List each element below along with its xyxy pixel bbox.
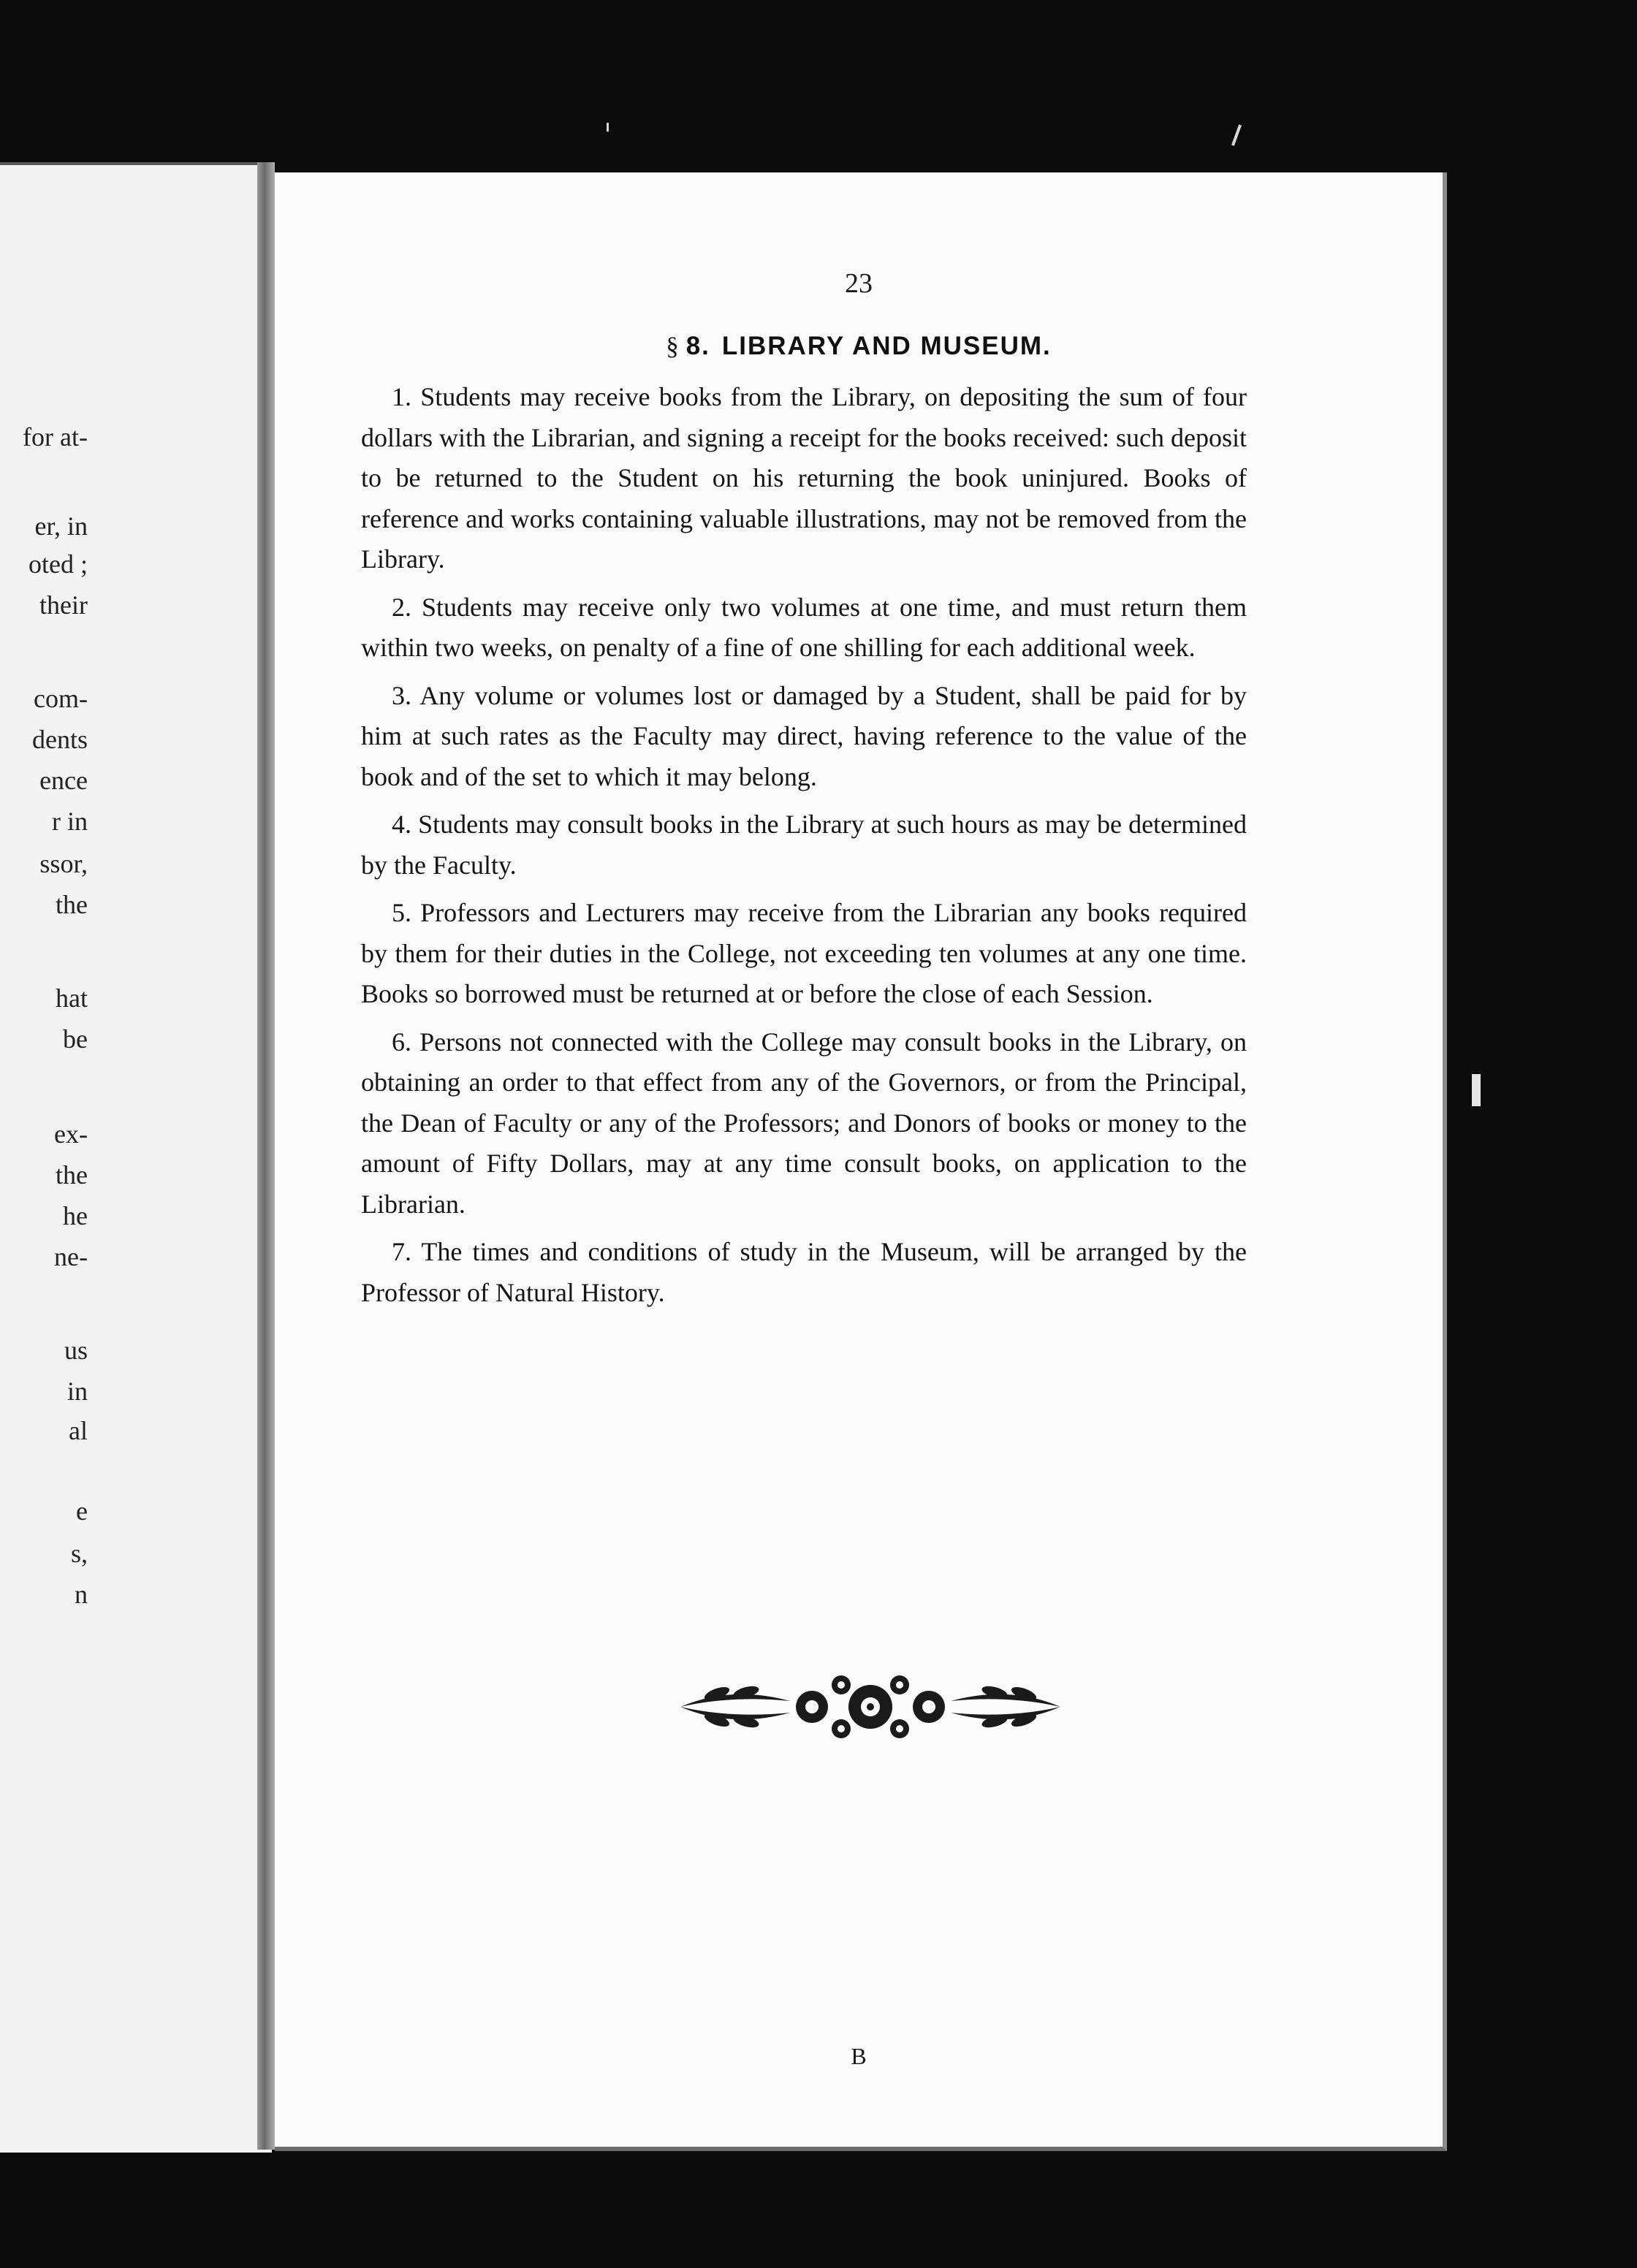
left-page-fragment: hat — [56, 983, 88, 1013]
rule-number: 7. — [392, 1237, 411, 1266]
rule-text: Persons not connected with the College may consult books in the Library, on obtaining an order to that effect from any of the Governors, or from the Principal, the Dean of Faculty or any of the Professors; and Donors of books or money to the amount of Fifty Dollars, may at any time consult books, on application to the Librarian. — [361, 1027, 1247, 1219]
rule-number: 5. — [392, 898, 411, 927]
rule-paragraph — [361, 587, 1247, 669]
rule-text: Students may consult books in the Library at such hours as may be determined by the Faculty. — [361, 810, 1247, 880]
rule-paragraph — [361, 804, 1247, 886]
rule-number: 1. — [392, 382, 411, 411]
rule-number: 3. — [392, 680, 411, 710]
left-page-fragment: the — [56, 890, 88, 919]
left-page-fragment: be — [63, 1024, 88, 1054]
left-page-fragment: er, in — [34, 511, 88, 541]
left-page-fragment: e — [76, 1496, 88, 1526]
rule-text: The times and conditions of study in the Museum, will be arranged by the Professor of Natural History. — [361, 1237, 1247, 1307]
rule-text: Any volume or volumes lost or damaged by a Student, shall be paid for by him at such rates as the Faculty may direct, having reference to the value of the book and of the set to which it may belong. — [361, 680, 1247, 791]
decorative-ornament — [666, 1663, 1075, 1751]
book-gutter — [257, 162, 275, 2150]
rules-list — [361, 377, 1247, 1320]
left-page-fragment: oted ; — [29, 549, 88, 579]
rule-number: 2. — [392, 592, 411, 622]
page-number: 23 — [845, 268, 873, 299]
left-page — [0, 162, 272, 2153]
left-page-fragment: com- — [34, 684, 88, 713]
left-page-fragment: n — [75, 1580, 88, 1609]
page-tear-mark — [1472, 1074, 1481, 1106]
left-page-fragment: us — [64, 1336, 88, 1365]
left-page-fragment: in — [67, 1377, 88, 1406]
rule-paragraph — [361, 377, 1247, 580]
left-page-fragment: al — [69, 1416, 88, 1445]
section-title: LIBRARY AND MUSEUM. — [721, 332, 1052, 360]
rule-paragraph — [361, 1022, 1247, 1225]
rule-paragraph — [361, 1232, 1247, 1313]
left-page-fragment: dents — [32, 725, 88, 754]
left-page-fragment: ne- — [54, 1242, 88, 1271]
left-page-fragment: ssor, — [39, 849, 88, 878]
rule-paragraph — [361, 676, 1247, 798]
signature-mark: B — [851, 2043, 867, 2069]
left-page-fragment: for at- — [23, 422, 88, 452]
left-page-fragment: the — [56, 1160, 88, 1190]
left-page-fragment: their — [39, 590, 88, 620]
rule-paragraph — [361, 893, 1247, 1015]
left-page-fragment: ence — [39, 766, 88, 795]
rule-number: 4. — [392, 810, 411, 839]
right-page — [275, 172, 1447, 2151]
rule-text: Students may receive only two volumes at one time, and must return them within two weeks, on penalty of a fine of one shilling for each additional week. — [361, 592, 1247, 662]
section-heading — [275, 332, 1443, 361]
left-page-fragment: ex- — [54, 1119, 88, 1149]
section-symbol: § — [666, 332, 680, 360]
left-page-fragment: he — [63, 1201, 88, 1230]
rule-number: 6. — [392, 1027, 411, 1057]
left-page-fragment: s, — [70, 1539, 88, 1568]
rule-text: Professors and Lecturers may receive from the Librarian any books required by them for their duties in the College, not exceeding ten volumes at any one time. Books so borrowed must be returned at or before the close of each Session. — [361, 898, 1247, 1008]
dust-speck — [607, 123, 609, 132]
left-page-fragment: r in — [52, 807, 88, 836]
rule-text: Students may receive books from the Library, on depositing the sum of four dollars with the Librarian, and signing a receipt for the books received: such deposit to be returned to the Student on his returning the book uninjured. Books of reference and works containing valuable illustrations, may not be removed from the Library. — [361, 382, 1247, 574]
dust-speck — [1231, 124, 1242, 146]
section-number: 8. — [685, 332, 710, 360]
